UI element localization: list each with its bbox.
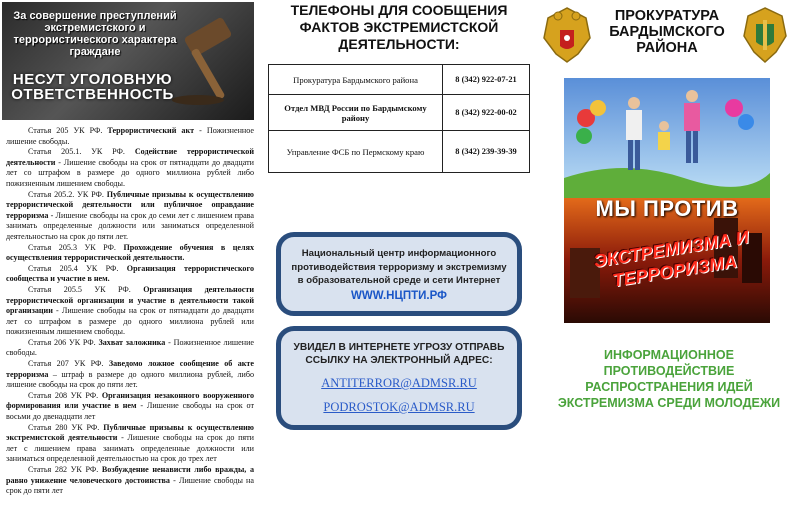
prosecutor-title: ПРОКУРАТУРА БАРДЫМСКОГО РАЙОНА xyxy=(609,8,725,56)
article-title: Захват заложника xyxy=(98,337,166,347)
article-penalty: - Лишение свободы на срок до пяти лет с лишением права занимать определенные должности или заниматься определенной деятельностью на срок до трех лет xyxy=(6,433,254,464)
article-penalty: - Лишение свободы на срок от пятнадцати до двадцати лет со штрафом в размере до одного миллиона рублей или пожизненным лишением свободы. xyxy=(6,306,254,337)
phone-number: 8 (342) 239-39-39 xyxy=(443,131,530,173)
article-item xyxy=(6,359,254,391)
article-penalty: - Пожизненное лишение свободы. xyxy=(6,126,254,146)
hero-image xyxy=(2,2,254,120)
coat-of-arms-icon xyxy=(538,4,596,66)
ncpti-text: Национальный центр информационного противодействия терроризму и экстремизму в образовательной среде и сети Интернет xyxy=(291,248,507,286)
phone-org: Прокуратура Бардымского района xyxy=(269,65,443,95)
article-item xyxy=(6,285,254,338)
gavel-icon xyxy=(168,16,248,106)
article-title: Организация незаконного вооруженного формирования или участие в нем xyxy=(6,390,255,411)
article-item xyxy=(6,264,254,285)
article-penalty: - Пожизненное лишение свободы. xyxy=(6,337,255,358)
phones-table xyxy=(268,64,530,173)
campaign-slogan: ИНФОРМАЦИОННОЕ ПРОТИВОДЕЙСТВИЕ РАСПРОСТРАНЕНИЯ ИДЕЙ ЭКСТРЕМИЗМА СРЕДИ МОЛОДЕЖИ xyxy=(557,348,781,410)
left-panel xyxy=(0,0,260,531)
table-row xyxy=(269,131,530,173)
article-item xyxy=(6,465,254,497)
article-number: Статья 205.4 УК РФ. xyxy=(28,263,127,273)
hero-headline: НЕСУТ УГОЛОВНУЮ ОТВЕТСТВЕННОСТЬ xyxy=(11,71,174,103)
article-item xyxy=(6,423,254,465)
article-title: Организация террористического сообщества и участие в нем. xyxy=(6,263,254,284)
article-title: Содействие террористической деятельности xyxy=(6,147,254,167)
article-penalty: - Лишение свободы на срок от восьми до двенадцати лет xyxy=(6,401,254,422)
article-title: Организация деятельности террористической организации и участие в деятельности такой организации xyxy=(6,284,254,316)
article-number: Статья 280 УК РФ. xyxy=(28,422,104,432)
phone-number: 8 (342) 922-07-21 xyxy=(443,65,530,95)
hero-caption: За совершение преступлений экстремистского и террористического характера граждане xyxy=(13,10,177,58)
report-text: УВИДЕЛ В ИНТЕРНЕТЕ УГРОЗУ ОТПРАВЬ ССЫЛКУ НА ЭЛЕКТРОННЫЙ АДРЕС: xyxy=(293,342,505,366)
article-penalty: - Лишение свободы на срок до пяти лет xyxy=(6,475,254,496)
article-item xyxy=(6,243,254,264)
article-penalty: - Лишение свободы на срок до семи лет с лишением права занимать определенные должности или заниматься определенной деятельностью на срок до пяти лет. xyxy=(6,210,254,241)
article-number: Статья 205.2. УК РФ. xyxy=(28,189,107,199)
poster-image xyxy=(564,78,770,323)
article-title: Возбуждение ненависти либо вражды, а равно унижение человеческого достоинства xyxy=(6,465,255,485)
article-penalty: - Лишение свободы на срок от пятнадцати до двадцати лет со штрафом в размере до одного миллиона рублей либо пожизненным лишением свободы. xyxy=(6,157,254,188)
article-title: Террористический акт xyxy=(107,126,195,135)
phones-title: ТЕЛЕФОНЫ ДЛЯ СООБЩЕНИЯ ФАКТОВ ЭКСТРЕМИСТСКОЙ ДЕЯТЕЛЬНОСТИ: xyxy=(290,2,508,52)
article-title: Заведомо ложное сообщение об акте терроризма xyxy=(6,359,254,379)
email-link-podrostok[interactable]: PODROSTOK@ADMSR.RU xyxy=(323,400,475,414)
article-number: Статья 208 УК РФ. xyxy=(28,390,102,400)
phone-number: 8 (342) 922-00-02 xyxy=(443,95,530,131)
article-number: Статья 205.1. УК РФ. xyxy=(28,147,135,157)
poster-subheadline: ЭКСТРЕМИЗМА И ТЕРРОРИЗМА xyxy=(592,227,751,291)
middle-panel xyxy=(262,0,536,531)
articles-list xyxy=(6,126,254,497)
right-panel xyxy=(538,0,800,531)
article-item xyxy=(6,126,254,147)
report-card xyxy=(276,326,522,430)
article-number: Статья 206 УК РФ. xyxy=(28,337,99,347)
phone-org: Отдел МВД России по Бардымскому району xyxy=(269,95,443,131)
article-number: Статья 205.3 УК РФ. xyxy=(28,242,124,252)
email-link-antiterror[interactable]: ANTITERROR@ADMSR.RU xyxy=(321,376,477,390)
article-number: Статья 205.5 УК РФ. xyxy=(28,284,144,294)
table-row xyxy=(269,65,530,95)
article-number: Статья 207 УК РФ. xyxy=(28,359,109,369)
poster-headline: МЫ ПРОТИВ xyxy=(595,196,739,221)
article-penalty: – штраф в размере до одного миллиона рублей, либо лишение свободы на срок до пяти лет. xyxy=(6,369,254,390)
ncpti-link[interactable]: WWW.НЦПТИ.РФ xyxy=(351,289,447,302)
article-title: Прохождение обучения в целях осуществления террористической деятельности. xyxy=(6,242,254,263)
article-number: Статья 205 УК РФ. xyxy=(28,126,108,135)
article-item xyxy=(6,338,254,359)
table-row xyxy=(269,95,530,131)
article-number: Статья 282 УК РФ. xyxy=(28,465,102,474)
article-item xyxy=(6,147,254,189)
article-title: Публичные призывы к осуществлению экстремистской деятельности xyxy=(6,422,254,443)
ncpti-card xyxy=(276,232,522,316)
article-item xyxy=(6,190,254,243)
phone-org: Управление ФСБ по Пермскому краю xyxy=(269,131,443,173)
prosecutor-emblem-icon xyxy=(736,4,794,66)
article-title: Публичные призывы к осуществлению террористической деятельности или публичное оправдание терроризма xyxy=(6,189,254,220)
article-item xyxy=(6,391,254,423)
